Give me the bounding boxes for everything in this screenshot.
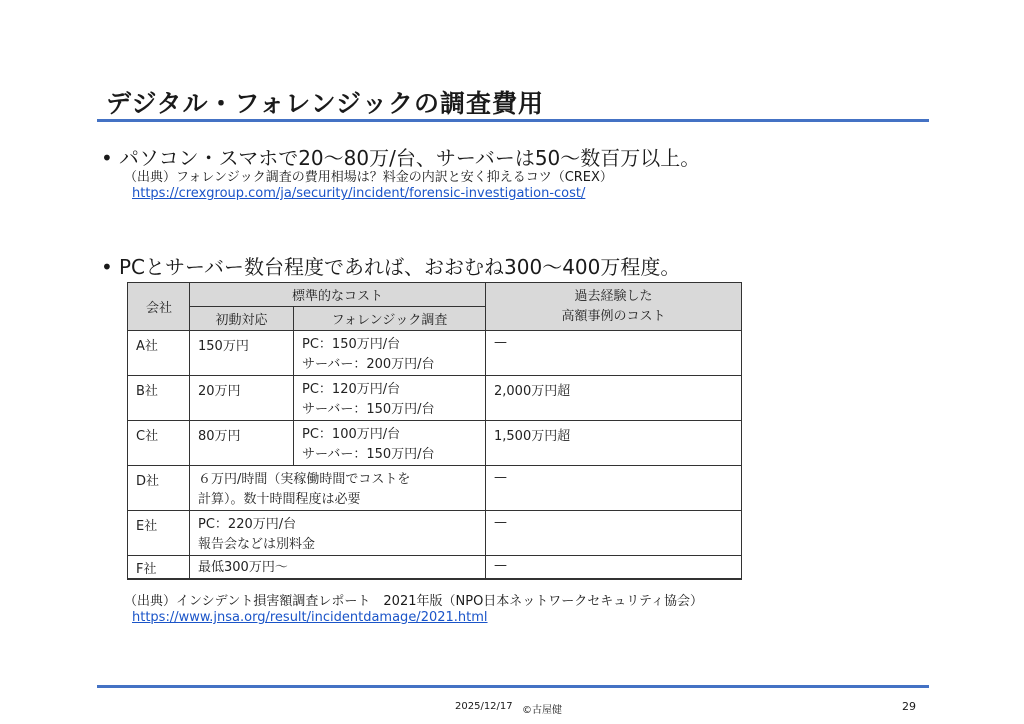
bullet-icon: • xyxy=(101,146,113,170)
cell-forensic-server: サーバー：150万円/台 xyxy=(302,402,435,417)
header-forensic-investigation: フォレンジック調査 xyxy=(294,307,486,331)
footer-date: 2025/12/17 xyxy=(455,701,513,712)
bullet-text: PCとサーバー数台程度であれば、おおむね300〜400万程度。 xyxy=(119,255,681,279)
header-past-cost-line1: 過去経験した xyxy=(574,288,653,304)
header-initial-response: 初動対応 xyxy=(190,307,294,331)
cell-company: A社 xyxy=(128,331,190,376)
bullet-item-2 xyxy=(101,251,680,280)
cell-forensic-pc: PC：120万円/台 xyxy=(302,382,401,397)
cell-forensic xyxy=(294,331,486,376)
title-underline xyxy=(97,119,929,122)
cell-company: C社 xyxy=(128,421,190,466)
header-past-cost xyxy=(486,283,742,331)
cell-past: — xyxy=(486,466,742,511)
cell-past: — xyxy=(486,556,742,580)
cell-merged-line1: PC：220万円/台 xyxy=(198,517,297,532)
source-link-2[interactable]: https://www.jnsa.org/result/incidentdamage/2021.html xyxy=(132,610,488,625)
table-row xyxy=(128,421,742,466)
header-standard-cost: 標準的なコスト xyxy=(190,283,486,307)
cell-company: E社 xyxy=(128,511,190,556)
cell-forensic-pc: PC：150万円/台 xyxy=(302,337,401,352)
bullet-text: パソコン・スマホで20〜80万/台、サーバーは50〜数百万以上。 xyxy=(119,146,701,170)
cell-merged-line1: ６万円/時間（実稼働時間でコストを xyxy=(198,472,411,487)
cost-table xyxy=(127,282,742,580)
source-note-2: （出典）インシデント損害額調査レポート 2021年版（NPO日本ネットワークセキュリティ協会） xyxy=(124,594,703,609)
page-number: 29 xyxy=(902,700,916,713)
cell-company: F社 xyxy=(128,556,190,580)
cell-past: — xyxy=(486,511,742,556)
source-note-1: （出典）フォレンジック調査の費用相場は？料金の内訳と安く抑えるコツ（CREX） xyxy=(124,170,613,185)
footer-rule xyxy=(97,685,929,688)
header-past-cost-line2: 高額事例のコスト xyxy=(561,308,666,324)
cell-forensic xyxy=(294,376,486,421)
cell-forensic xyxy=(294,421,486,466)
slide-title: デジタル・フォレンジックの調査費用 xyxy=(106,89,545,118)
cell-merged-cost xyxy=(190,511,486,556)
footer-copyright: ©古屋健 xyxy=(522,705,562,716)
source-link-1[interactable]: https://crexgroup.com/ja/security/incident/forensic-investigation-cost/ xyxy=(132,186,586,201)
cell-initial: 150万円 xyxy=(190,331,294,376)
cell-company: B社 xyxy=(128,376,190,421)
table-row xyxy=(128,556,742,580)
cell-company: D社 xyxy=(128,466,190,511)
table-row xyxy=(128,511,742,556)
header-company: 会社 xyxy=(128,283,190,331)
cell-merged-cost xyxy=(190,466,486,511)
table-row xyxy=(128,331,742,376)
cell-forensic-pc: PC：100万円/台 xyxy=(302,427,401,442)
bullet-icon: • xyxy=(101,255,113,279)
cell-merged-line1: 最低300万円〜 xyxy=(198,560,288,575)
cell-initial: 80万円 xyxy=(190,421,294,466)
cell-merged-line2: 計算）。数十時間程度は必要 xyxy=(198,492,361,507)
cell-forensic-server: サーバー：150万円/台 xyxy=(302,447,435,462)
cell-initial: 20万円 xyxy=(190,376,294,421)
cell-past: — xyxy=(486,331,742,376)
cell-merged-line2: 報告会などは別料金 xyxy=(198,537,316,552)
table-row xyxy=(128,376,742,421)
cell-past: 2,000万円超 xyxy=(486,376,742,421)
cell-merged-cost xyxy=(190,556,486,580)
cell-forensic-server: サーバー：200万円/台 xyxy=(302,357,435,372)
cell-past: 1,500万円超 xyxy=(486,421,742,466)
table-row xyxy=(128,466,742,511)
